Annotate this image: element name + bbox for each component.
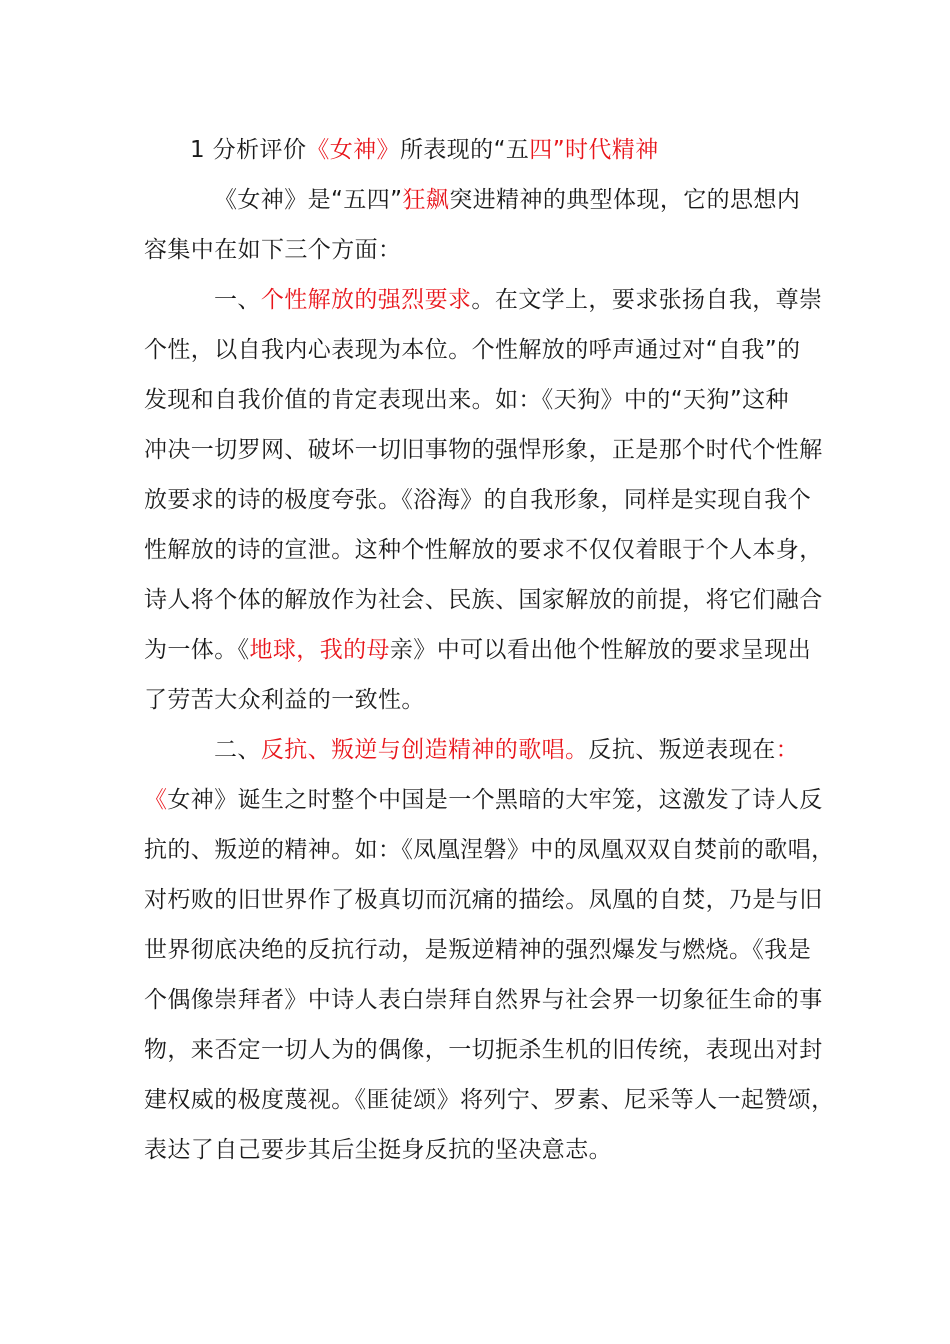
section1-text: 。在文学上，要求张扬自我，尊崇 (471, 287, 823, 313)
intro-highlight: 狂飙 (402, 187, 450, 213)
section2-line-2 (144, 785, 823, 815)
section1-line-3: 发现和自我价值的肯定表现出来。如：《天狗》中的“天狗”这种 (144, 387, 789, 413)
section1-line-6: 性解放的诗的宣泄。这种个性解放的要求不仅仅着眼于个人本身， (144, 537, 823, 563)
intro-text: 突进精神的典型体现，它的思想内 (449, 187, 801, 213)
section2-line-5: 世界彻底决绝的反抗行动，是叛逆精神的强烈爆发与燃烧。《我是 (144, 937, 812, 963)
section1-line-9: 了劳苦大众利益的一致性。 (144, 687, 425, 713)
section1-highlight: 地球，我的母 (249, 637, 390, 663)
intro-line-1 (214, 185, 800, 215)
title-era-spirit: 四”时代精神 (529, 137, 659, 163)
section2-text: 女神》诞生之时整个中国是一个黑暗的大牢笼，这激发了诗人反 (167, 787, 823, 813)
section2-line-3: 抗的、叛逆的精神。如：《凤凰涅磐》中的凤凰双双自焚前的歌唱， (144, 837, 835, 863)
intro-text: 《女神》是“五四” (214, 187, 403, 213)
section1-heading-line (214, 285, 822, 315)
section2-highlight: 《 (144, 787, 168, 813)
section2-heading-line (214, 735, 799, 765)
section1-text: 为一体。《 (144, 637, 250, 663)
section2-prefix: 二、 (214, 737, 261, 763)
section1-line-2: 个性，以自我内心表现为本位。个性解放的呼声通过对“自我”的 (144, 337, 801, 363)
document-title (190, 135, 659, 165)
section1-text: 亲》中可以看出他个性解放的要求呈现出 (389, 637, 812, 663)
section2-line-8: 建权威的极度蔑视。《匪徒颂》将列宁、罗素、尼采等人一起赞颂， (144, 1087, 835, 1113)
section2-colon: ： (775, 737, 800, 763)
section1-prefix: 一、 (214, 287, 261, 313)
section2-line-7: 物，来否定一切人为的偶像，一切扼杀生机的旧传统，表现出对封 (144, 1037, 823, 1063)
intro-line-2: 容集中在如下三个方面： (144, 237, 402, 263)
title-number: 1 分析评价 (190, 137, 307, 163)
section2-line-4: 对朽败的旧世界作了极真切而沉痛的描绘。凤凰的自焚，乃是与旧 (144, 887, 823, 913)
section1-line-5: 放要求的诗的极度夸张。《浴海》的自我形象，同样是实现自我个 (144, 487, 812, 513)
section2-heading: 反抗、叛逆与创造精神的歌唱。 (260, 737, 589, 763)
title-middle: 所表现的“五 (399, 137, 530, 163)
section1-line-4: 冲决一切罗网、破坏一切旧事物的强悍形象，正是那个时代个性解 (144, 437, 823, 463)
section1-heading: 个性解放的强烈要求 (260, 287, 472, 313)
section1-line-7: 诗人将个体的解放作为社会、民族、国家解放的前提，将它们融合 (144, 587, 823, 613)
section2-line-9: 表达了自己要步其后尘挺身反抗的坚决意志。 (144, 1137, 612, 1163)
section1-line-8 (144, 635, 811, 665)
title-work-name: 《女神》 (306, 137, 400, 163)
section2-line-6: 个偶像崇拜者》中诗人表白崇拜自然界与社会界一切象征生命的事 (144, 987, 823, 1013)
section2-text: 反抗、叛逆表现在 (588, 737, 776, 763)
